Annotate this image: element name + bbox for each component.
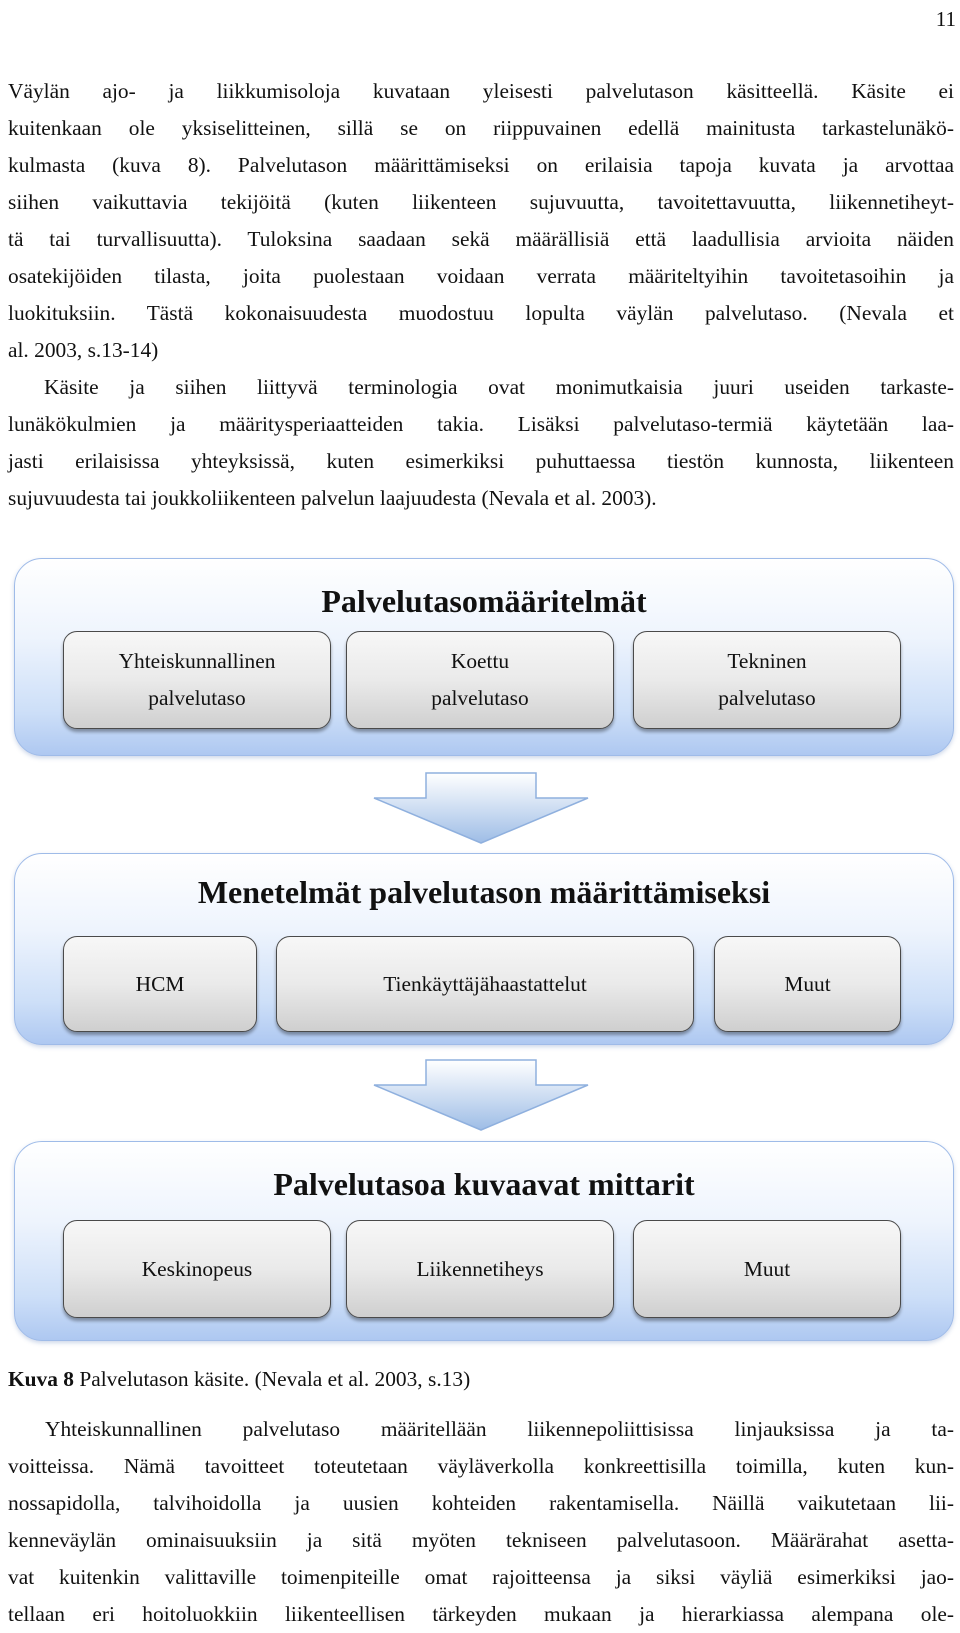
box-label: Keskinopeus bbox=[141, 1256, 253, 1281]
panel-methods bbox=[14, 853, 954, 1045]
method-box-hcm bbox=[63, 936, 257, 1032]
panel-title: Menetelmät palvelutason määrittämiseksi bbox=[197, 874, 771, 910]
definition-box-societal bbox=[63, 631, 331, 729]
box-label-line: Tekninen bbox=[727, 649, 807, 673]
box-label-line: Koettu bbox=[450, 649, 510, 673]
box-label-line: palvelutaso bbox=[431, 686, 529, 710]
box-label-line: palvelutaso bbox=[718, 686, 816, 710]
caption-text: Palvelutason käsite. (Nevala et al. 2003, s.13) bbox=[73, 1367, 471, 1391]
text-line: nossapidolla, talvihoidolla ja uusien kohteiden rakentamisella. Näillä vaikutetaan lii- bbox=[8, 1491, 954, 1515]
box-label: Muut bbox=[784, 971, 831, 996]
indicator-box-average-speed bbox=[63, 1220, 331, 1318]
page-number: 11 bbox=[935, 7, 956, 31]
text-line: Yhteiskunnallinen palvelutaso määritellään liikennepoliittisissa linjauksissa ja ta- bbox=[45, 1417, 954, 1441]
figure-caption bbox=[8, 1364, 470, 1394]
box-label: HCM bbox=[135, 971, 185, 996]
text-line: Väylän ajo- ja liikkumisoloja kuvataan yleisesti palvelutason käsitteellä. Käsite ei bbox=[8, 79, 954, 103]
text-line: tä tai turvallisuutta). Tuloksina saadaan sekä määrällisiä että laadullisia arvioita näiden bbox=[8, 227, 954, 251]
down-arrow-icon bbox=[372, 1059, 590, 1131]
panel-service-level-definitions bbox=[14, 558, 954, 756]
definition-box-perceived bbox=[346, 631, 614, 729]
text-line: tellaan eri hoitoluokkiin liikenteellisen tärkeyden mukaan ja hierarkiassa alempana ole- bbox=[8, 1602, 954, 1626]
text-line: siihen vaikuttavia tekijöitä (kuten liikenteen sujuvuutta, tavoitettavuutta, liikennetiheyt- bbox=[8, 190, 954, 214]
text-line: jasti erilaisissa yhteyksissä, kuten esimerkiksi puhuttaessa tiestön kunnosta, liikenteen bbox=[8, 449, 954, 473]
method-box-interviews bbox=[276, 936, 694, 1032]
text-line: voitteissa. Nämä tavoitteet toteutetaan väyläverkolla konkreettisilla toimilla, kuten kun- bbox=[8, 1454, 954, 1478]
indicator-box-traffic-density bbox=[346, 1220, 614, 1318]
text-line: kenneväylän ominaisuuksiin ja sitä myöten tekniseen palvelutasoon. Määrärahat asetta- bbox=[8, 1528, 954, 1552]
method-box-other bbox=[714, 936, 901, 1032]
box-label-line: Yhteiskunnallinen bbox=[118, 649, 276, 673]
panel-indicators bbox=[14, 1141, 954, 1341]
caption-label: Kuva 8 bbox=[8, 1367, 74, 1391]
definition-box-technical bbox=[633, 631, 901, 729]
text-line: al. 2003, s.13-14) bbox=[8, 338, 159, 362]
box-label: Muut bbox=[743, 1256, 791, 1281]
text-line: Käsite ja siihen liittyvä terminologia ovat monimutkaisia juuri useiden tarkaste- bbox=[44, 375, 954, 399]
text-line: osatekijöiden tilasta, joita puolestaan voidaan verrata määriteltyihin tavoitetasoihin ja bbox=[8, 264, 954, 288]
panel-title: Palvelutasomääritelmät bbox=[321, 583, 647, 619]
down-arrow-icon bbox=[372, 772, 590, 844]
panel-title: Palvelutasoa kuvaavat mittarit bbox=[273, 1166, 695, 1202]
box-label: Tienkäyttäjähaastattelut bbox=[383, 971, 587, 996]
indicator-box-other bbox=[633, 1220, 901, 1318]
body-paragraph-2 bbox=[8, 1411, 954, 1633]
text-line: sujuvuudesta tai joukkoliikenteen palvelun laajuudesta (Nevala et al. 2003). bbox=[8, 486, 657, 510]
body-paragraph-1 bbox=[8, 73, 954, 517]
text-line: vat kuitenkin valittaville toimenpiteille omat rajoitteensa ja siksi väyliä esimerkiksi jao- bbox=[8, 1565, 954, 1589]
text-line: kuitenkaan ole yksiselitteinen, sillä se on riippuvainen edellä mainitusta tarkastelunäkö- bbox=[8, 116, 954, 140]
text-line: kulmasta (kuva 8). Palvelutason määrittämiseksi on erilaisia tapoja kuvata ja arvottaa bbox=[8, 153, 954, 177]
box-label: Liikennetiheys bbox=[416, 1256, 544, 1281]
text-line: lunäkökulmien ja määritysperiaatteiden takia. Lisäksi palvelutaso-termiä käytetään laa- bbox=[8, 412, 954, 436]
text-line: luokituksiin. Tästä kokonaisuudesta muodostuu lopulta väylän palvelutaso. (Nevala et bbox=[8, 301, 954, 325]
box-label-line: palvelutaso bbox=[148, 686, 246, 710]
